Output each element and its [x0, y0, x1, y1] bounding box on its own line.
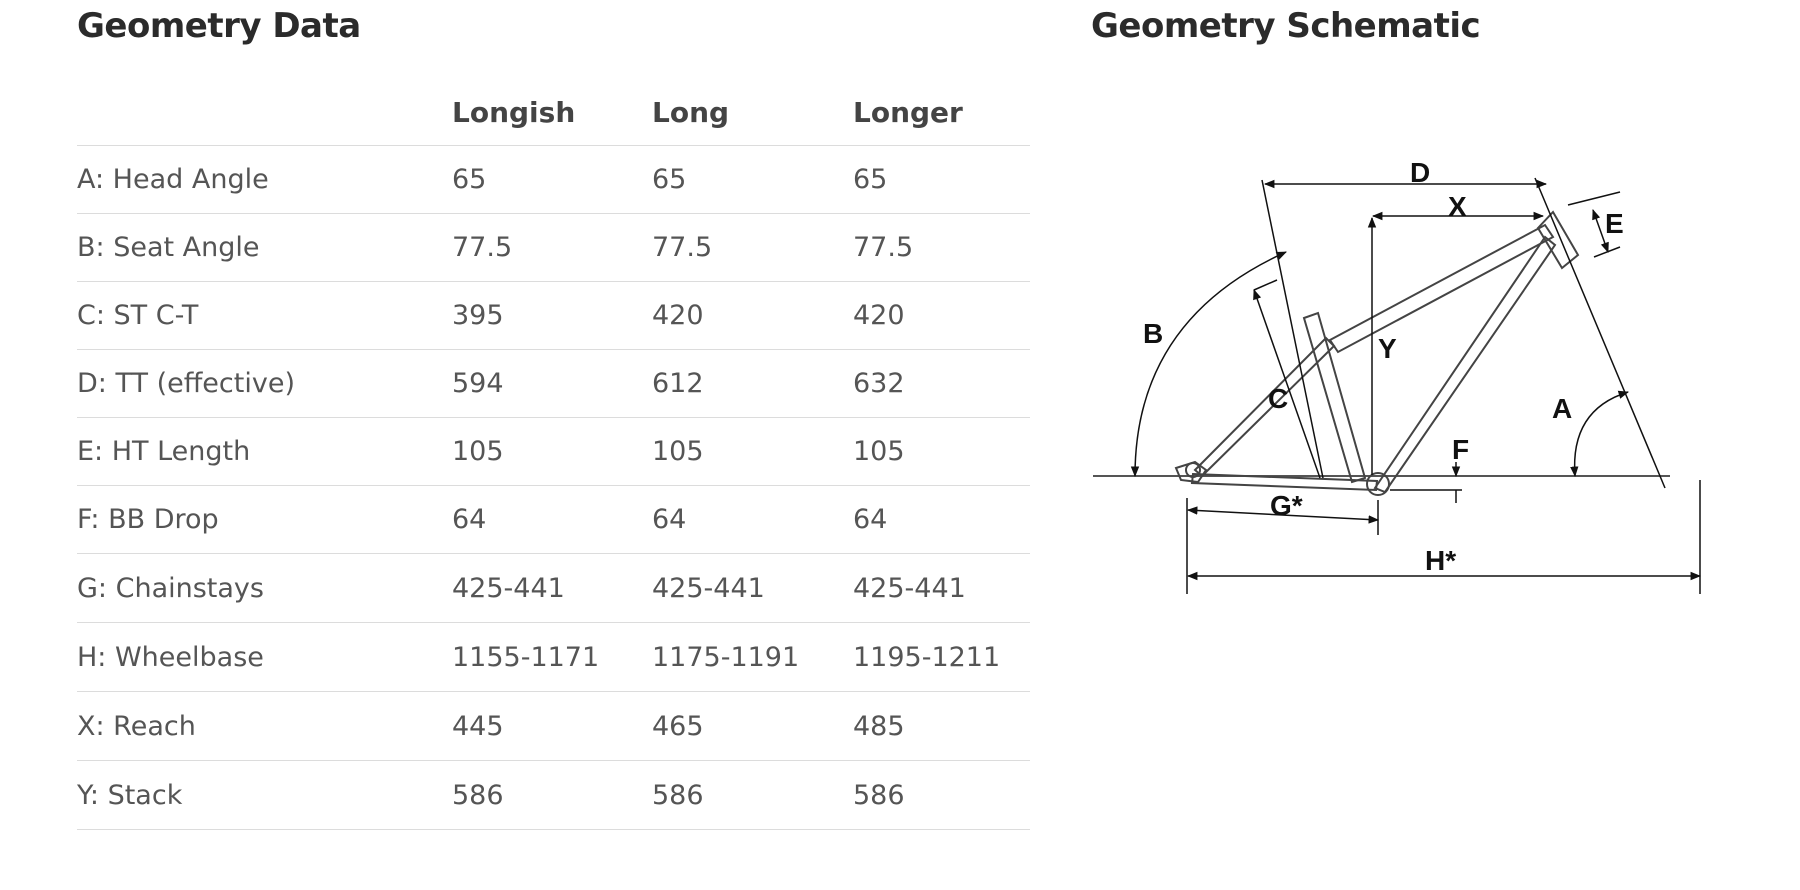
cell-longish: 586 — [452, 761, 652, 830]
cell-longish: 105 — [452, 418, 652, 486]
bike-geometry-schematic — [1080, 150, 1710, 610]
bike-frame — [1176, 212, 1578, 495]
table-row — [77, 554, 1030, 623]
cell-long: 1175-1191 — [652, 623, 853, 692]
table-row — [77, 146, 1030, 214]
dimension-lines — [1135, 178, 1700, 594]
cell-longish: 65 — [452, 146, 652, 214]
row-label: A: Head Angle — [77, 146, 452, 214]
cell-longer: 586 — [853, 761, 1030, 830]
cell-long: 425-441 — [652, 554, 853, 623]
dimension-a — [1575, 392, 1628, 476]
cell-longer: 105 — [853, 418, 1030, 486]
rear-dropout — [1176, 462, 1206, 482]
label-a: A — [1552, 393, 1573, 424]
cell-longish: 425-441 — [452, 554, 652, 623]
row-label: E: HT Length — [77, 418, 452, 486]
header-long: Long — [652, 80, 853, 146]
cell-long: 612 — [652, 350, 853, 418]
cell-long: 65 — [652, 146, 853, 214]
label-b: B — [1143, 318, 1164, 349]
label-x: X — [1448, 191, 1467, 222]
cell-longer: 425-441 — [853, 554, 1030, 623]
table-row — [77, 282, 1030, 350]
label-e: E — [1605, 208, 1624, 239]
label-f: F — [1452, 434, 1470, 465]
dimension-labels — [1143, 157, 1624, 576]
geometry-schematic-title: Geometry Schematic — [1091, 6, 1481, 46]
cell-longer: 420 — [853, 282, 1030, 350]
cell-longer: 632 — [853, 350, 1030, 418]
cell-long: 586 — [652, 761, 853, 830]
cell-longer: 485 — [853, 692, 1030, 761]
row-label: B: Seat Angle — [77, 214, 452, 282]
header-longish: Longish — [452, 80, 652, 146]
table-row — [77, 418, 1030, 486]
cell-longer: 65 — [853, 146, 1030, 214]
table-row — [77, 692, 1030, 761]
row-label: D: TT (effective) — [77, 350, 452, 418]
row-label: H: Wheelbase — [77, 623, 452, 692]
geometry-table — [77, 80, 1030, 830]
table-row — [77, 214, 1030, 282]
cell-longish: 1155-1171 — [452, 623, 652, 692]
cell-long: 64 — [652, 486, 853, 554]
row-label: X: Reach — [77, 692, 452, 761]
cell-long: 420 — [652, 282, 853, 350]
cell-longish: 445 — [452, 692, 652, 761]
header-longer: Longer — [853, 80, 1030, 146]
table-row — [77, 623, 1030, 692]
row-label: C: ST C-T — [77, 282, 452, 350]
cell-long: 465 — [652, 692, 853, 761]
row-label: Y: Stack — [77, 761, 452, 830]
label-c: C — [1268, 383, 1289, 414]
cell-longish: 64 — [452, 486, 652, 554]
row-label: G: Chainstays — [77, 554, 452, 623]
cell-longish: 395 — [452, 282, 652, 350]
label-h: H* — [1425, 545, 1457, 576]
row-label: F: BB Drop — [77, 486, 452, 554]
cell-longer: 1195-1211 — [853, 623, 1030, 692]
label-g: G* — [1270, 490, 1303, 521]
cell-long: 105 — [652, 418, 853, 486]
cell-longer: 77.5 — [853, 214, 1030, 282]
label-d: D — [1410, 157, 1431, 188]
cell-longer: 64 — [853, 486, 1030, 554]
header-label-col — [77, 80, 452, 146]
table-header-row — [77, 80, 1030, 146]
geometry-data-title: Geometry Data — [77, 6, 361, 46]
table-row — [77, 350, 1030, 418]
table-row — [77, 761, 1030, 830]
cell-long: 77.5 — [652, 214, 853, 282]
cell-longish: 594 — [452, 350, 652, 418]
table-row — [77, 486, 1030, 554]
top-tube — [1330, 225, 1553, 352]
seat-stay — [1195, 338, 1334, 476]
label-y: Y — [1378, 333, 1397, 364]
cell-longish: 77.5 — [452, 214, 652, 282]
